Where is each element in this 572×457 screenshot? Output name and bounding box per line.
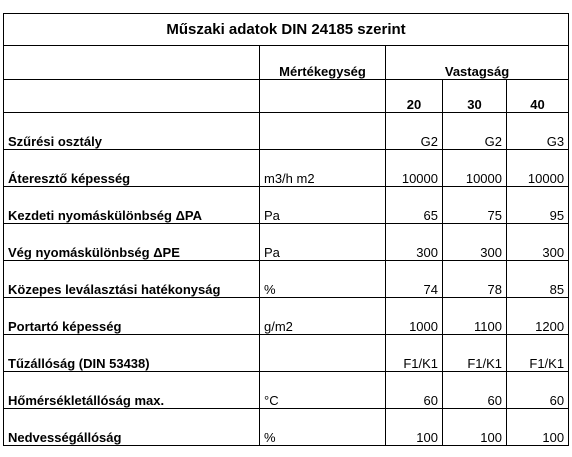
unit-header: Mértékegység <box>260 46 386 80</box>
row-unit: % <box>260 409 386 446</box>
row-value: 300 <box>386 224 443 261</box>
title-row <box>4 14 569 46</box>
row-value: 1100 <box>443 298 507 335</box>
row-value: 85 <box>507 261 569 298</box>
table-row <box>4 261 569 298</box>
table-row <box>4 150 569 187</box>
table-row <box>4 224 569 261</box>
row-value: 60 <box>443 372 507 409</box>
row-value: 60 <box>386 372 443 409</box>
row-label: Hőmérsékletállóság max. <box>4 372 260 409</box>
row-label: Áteresztő képesség <box>4 150 260 187</box>
row-value: 74 <box>386 261 443 298</box>
row-value: 100 <box>386 409 443 446</box>
row-value: F1/K1 <box>386 335 443 372</box>
thickness-40: 40 <box>507 80 569 113</box>
spec-table <box>3 13 569 446</box>
row-value: 75 <box>443 187 507 224</box>
subheader-empty-cell <box>4 80 260 113</box>
subheader-row <box>4 80 569 113</box>
row-value: 10000 <box>386 150 443 187</box>
header-row <box>4 46 569 80</box>
table-row <box>4 335 569 372</box>
row-unit: Pa <box>260 224 386 261</box>
thickness-20: 20 <box>386 80 443 113</box>
row-label: Nedvességállóság <box>4 409 260 446</box>
row-value: 78 <box>443 261 507 298</box>
row-value: 10000 <box>443 150 507 187</box>
row-label: Kezdeti nyomáskülönbség ΔPA <box>4 187 260 224</box>
row-unit: % <box>260 261 386 298</box>
row-value: 95 <box>507 187 569 224</box>
row-value: 100 <box>507 409 569 446</box>
table-title: Műszaki adatok DIN 24185 szerint <box>4 14 569 46</box>
header-empty-cell <box>4 46 260 80</box>
row-unit: m3/h m2 <box>260 150 386 187</box>
row-unit: Pa <box>260 187 386 224</box>
row-value: 65 <box>386 187 443 224</box>
row-unit: g/m2 <box>260 298 386 335</box>
row-unit <box>260 113 386 150</box>
thickness-header: Vastagság <box>386 46 569 80</box>
table-row <box>4 187 569 224</box>
row-unit: °C <box>260 372 386 409</box>
table-row <box>4 113 569 150</box>
row-value: G3 <box>507 113 569 150</box>
row-value: 1000 <box>386 298 443 335</box>
table-row <box>4 298 569 335</box>
table-row <box>4 409 569 446</box>
row-value: 100 <box>443 409 507 446</box>
row-label: Közepes leválasztási hatékonyság <box>4 261 260 298</box>
row-value: G2 <box>386 113 443 150</box>
row-value: 60 <box>507 372 569 409</box>
thickness-30: 30 <box>443 80 507 113</box>
row-label: Tűzállóság (DIN 53438) <box>4 335 260 372</box>
row-value: F1/K1 <box>507 335 569 372</box>
table-row <box>4 372 569 409</box>
row-value: 300 <box>507 224 569 261</box>
row-label: Portartó képesség <box>4 298 260 335</box>
row-label: Szűrési osztály <box>4 113 260 150</box>
row-value: G2 <box>443 113 507 150</box>
row-value: 300 <box>443 224 507 261</box>
row-unit <box>260 335 386 372</box>
row-value: 1200 <box>507 298 569 335</box>
subheader-unit-empty-cell <box>260 80 386 113</box>
row-label: Vég nyomáskülönbség ΔPE <box>4 224 260 261</box>
row-value: F1/K1 <box>443 335 507 372</box>
row-value: 10000 <box>507 150 569 187</box>
